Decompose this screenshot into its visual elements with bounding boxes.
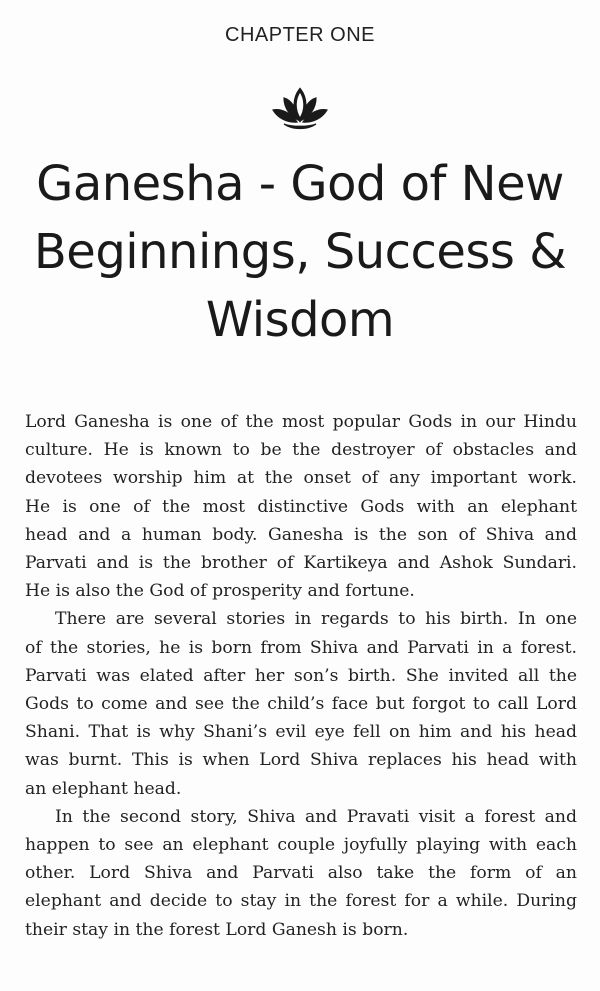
title-line: Wisdom	[205, 292, 395, 348]
text-line: He is one of the most distinctive Gods with an elephant	[25, 496, 577, 517]
paragraph	[25, 605, 577, 802]
chapter-title	[0, 150, 600, 354]
text-line: Lord Ganesha is one of the most popular Gods in our Hindu	[25, 412, 577, 432]
text-line: He is also the God of prosperity and fortune.	[25, 581, 415, 602]
text-line: happen to see an elephant couple joyfully playing with each	[25, 835, 577, 856]
text-line: other. Lord Shiva and Parvati also take the form of an	[25, 863, 577, 884]
text-line: In the second story, Shiva and Pravati visit a forest and	[55, 806, 577, 827]
text-line: culture. He is known to be the destroyer of obstacles and	[25, 440, 577, 461]
text-line: elephant and decide to stay in the forest for a while. During	[25, 891, 577, 912]
title-line: Ganesha - God of New	[36, 156, 564, 212]
text-line: their stay in the forest Lord Ganesh is born.	[25, 919, 409, 940]
paragraph	[25, 408, 577, 605]
text-line: There are several stories in regards to his birth. In one	[55, 609, 577, 630]
text-line: Parvati and is the brother of Kartikeya and Ashok Sundari.	[25, 553, 577, 574]
text-line: Gods to come and see the child’s face but forgot to call Lord	[25, 694, 577, 715]
chapter-label: CHAPTER ONE	[225, 24, 375, 46]
paragraph	[25, 803, 577, 944]
text-line: an elephant head.	[25, 778, 182, 799]
text-line: Parvati was elated after her son’s birth. She invited all the	[25, 665, 577, 686]
text-line: head and a human body. Ganesha is the son of Shiva and	[25, 524, 577, 545]
text-line: devotees worship him at the onset of any important work.	[25, 468, 577, 489]
lotus-icon	[270, 86, 330, 132]
text-line: of the stories, he is born from Shiva and Parvati in a forest.	[25, 637, 577, 658]
chapter-body	[25, 408, 577, 944]
title-line: Beginnings, Success &	[33, 224, 567, 280]
text-line: Shani. That is why Shani’s evil eye fell on him and his head	[25, 722, 577, 743]
text-line: was burnt. This is when Lord Shiva replaces his head with	[25, 750, 577, 771]
